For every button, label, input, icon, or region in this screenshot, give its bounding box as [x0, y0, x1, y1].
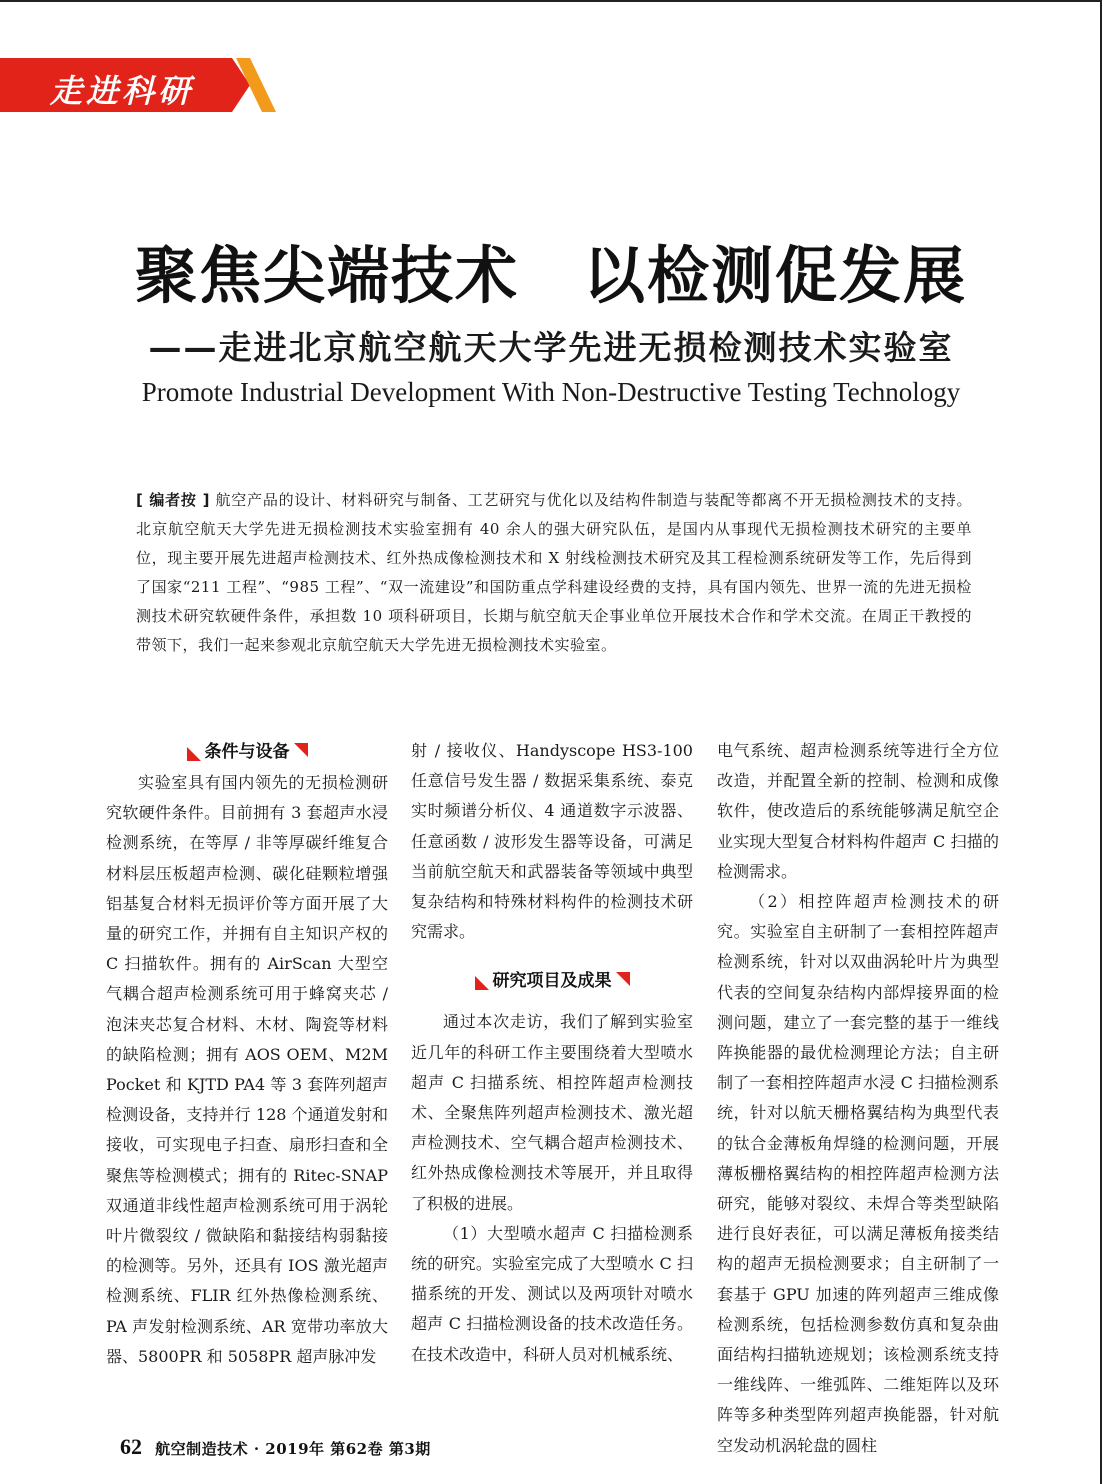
column-2: [411, 736, 693, 1370]
section-heading-conditions: 条件与设备: [106, 736, 388, 768]
page-number: 62: [120, 1434, 142, 1459]
column-1: [106, 736, 388, 1372]
column-3: [717, 736, 999, 1461]
journal-info: 航空制造技术 · 2019年 第62卷 第3期: [155, 1440, 431, 1458]
page-border-top: [0, 0, 1102, 2]
article-english-title: Promote Industrial Development With Non-Destructive Testing Technology: [141, 377, 961, 407]
body-paragraph: （1）大型喷水超声 C 扫描检测系统的研究。实验室完成了大型喷水 C 扫描系统的开发、测试以及两项针对喷水超声 C 扫描检测设备的技术改造任务。在技术改造中，科研人员对机械系统、: [411, 1223, 693, 1364]
body-paragraph-continued: 电气系统、超声检测系统等进行全方位改造，并配置全新的控制、检测和成像软件，使改造后的系统能够满足航空企业实现大型复合材料构件超声 C 扫描的检测需求。: [717, 741, 999, 881]
body-paragraph: 通过本次走访，我们了解到实验室近几年的科研工作主要围绕着大型喷水超声 C 扫描系统、相控阵超声检测技术、全聚焦阵列超声检测技术、激光超声检测技术、空气耦合超声检测技术、红外热成像检测技术等展开，并且取得了积极的进展。: [411, 1012, 693, 1213]
heading-triangle-left-icon: [475, 976, 489, 990]
editor-note-text: 航空产品的设计、材料研究与制备、工艺研究与优化以及结构件制造与装配等都离不开无损检测技术的支持。北京航空航天大学先进无损检测技术实验室拥有 40 余人的强大研究队伍，是国内从事现代无损检测技术研究的主要单位，现主要开展先进超声检测技术、红外热成像检测技术和 X 射线检测技术研究及其工程检测系统研发等工作，先后得到了国家“211 工程”、“985 工程”、“双一流建设”和国防重点学科建设经费的支持，具有国内领先、世界一流的先进无损检测技术研究软硬件条件，承担数 10 项科研项目，长期与航空航天企事业单位开展技术合作和学术交流。在周正干教授的带领下，我们一起来参观北京航空航天大学先进无损检测技术实验室。: [136, 491, 972, 654]
article-subtitle: ——走进北京航空航天大学先进无损检测技术实验室: [148, 328, 954, 367]
editor-note: [136, 486, 972, 660]
heading-triangle-right-icon: [616, 972, 630, 986]
section-banner: [0, 58, 280, 112]
article-title: 聚焦尖端技术 以检测促发展: [134, 239, 967, 312]
banner-label: 走进科研: [50, 72, 195, 110]
body-paragraph: 实验室具有国内领先的无损检测研究软硬件条件。目前拥有 3 套超声水浸检测系统，在等厚 / 非等厚碳纤维复合材料层压板超声检测、碳化硅颗粒增强铝基复合材料无损评价等方面开展了大量的研究工作，并拥有自主知识产权的 C 扫描软件。拥有的 AirScan 大型空气耦合超声检测系统可用于蜂窝夹芯 / 泡沫夹芯复合材料、木材、陶瓷等材料的缺陷检测；拥有 AOS OEM、M2M Pocket 和 KJTD PA4 等 3 套阵列超声检测设备，支持并行 128 个通道发射和接收，可实现电子扫查、扇形扫查和全聚焦等检测模式；拥有的 Ritec-SNAP 双通道非线性超声检测系统可用于涡轮叶片微裂纹 / 微缺陷和黏接结构弱黏接的检测等。另外，还具有 IOS 激光超声检测系统、FLIR 红外热像检测系统、PA 声发射检测系统、AR 宽带功率放大器、5800PR 和 5058PR 超声脉冲发: [106, 773, 388, 1366]
page-footer: [120, 1434, 431, 1460]
editor-note-label: [ 编者按 ]: [136, 491, 210, 509]
section-heading-research: 研究项目及成果: [411, 965, 693, 997]
heading-triangle-left-icon: [187, 747, 201, 761]
body-paragraph: （2）相控阵超声检测技术的研究。实验室自主研制了一套相控阵超声检测系统，针对以双曲涡轮叶片为典型代表的空间复杂结构内部焊接界面的检测问题，建立了一套完整的基于一维线阵换能器的最优检测理论方法；自主研制了一套相控阵超声水浸 C 扫描检测系统，针对以航天栅格翼结构为典型代表的钛合金薄板角焊缝的检测问题，开展薄板栅格翼结构的相控阵超声检测方法研究，能够对裂纹、未焊合等类型缺陷进行良好表征，可以满足薄板角接类结构的超声无损检测要求；自主研制了一套基于 GPU 加速的阵列超声三维成像检测系统，包括检测参数仿真和复杂曲面结构扫描轨迹规划；该检测系统支持一维线阵、一维弧阵、二维矩阵以及环阵等多种类型阵列超声换能器，针对航空发动机涡轮盘的圆柱: [717, 892, 999, 1455]
body-paragraph-continued: 射 / 接收仪、Handyscope HS3-100 任意信号发生器 / 数据采集系统、泰克实时频谱分析仪、4 通道数字示波器、任意函数 / 波形发生器等设备，可满足当前航空航天和武器装备等领域中典型复杂结构和特殊材料构件的检测技术研究需求。: [411, 741, 693, 942]
heading-triangle-right-icon: [294, 743, 308, 757]
